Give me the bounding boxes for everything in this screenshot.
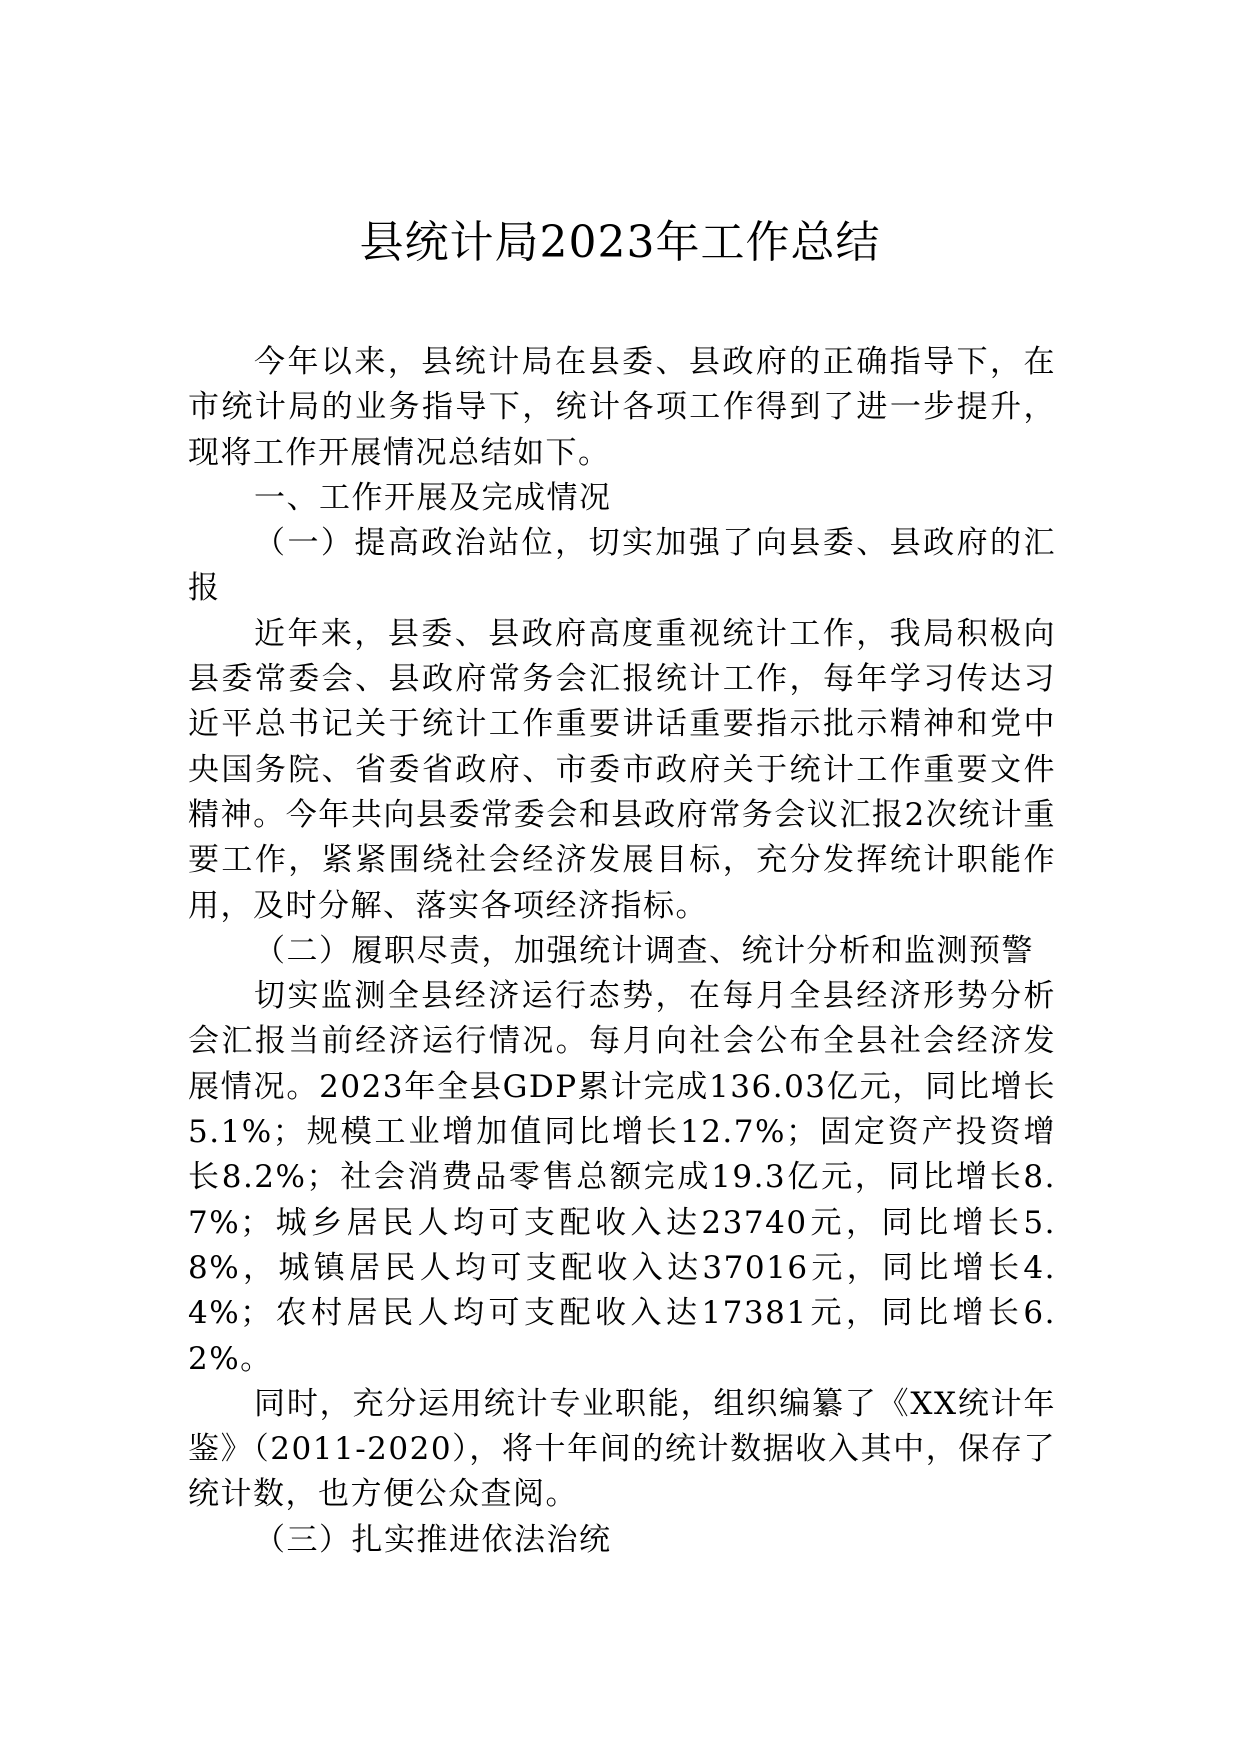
document-title: 县统计局2023年工作总结 bbox=[359, 217, 881, 268]
document-body bbox=[188, 340, 1056, 1563]
subsection-heading-3: （三）扎实推进依法治统 bbox=[254, 1521, 612, 1558]
body-paragraph-2: 切实监测全县经济运行态势，在每月全县经济形势分析会汇报当前经济运行情况。每月向社会公布全县社会经济发展情况。2023年全县GDP累计完成136.03亿元，同比增长5.1%；规模工业增加值同比增长12.7%；固定资产投资增长8.2%；社会消费品零售总额完成19.3亿元，同比增长8.7%；城乡居民人均可支配收入达23740元，同比增长5.8%，城镇居民人均可支配收入达37016元，同比增长4.4%；农村居民人均可支配收入达17381元，同比增长6.2%。 bbox=[188, 978, 1056, 1377]
body-paragraph-1: 近年来，县委、县政府高度重视统计工作，我局积极向县委常委会、县政府常务会汇报统计工作，每年学习传达习近平总书记关于统计工作重要讲话重要指示批示精神和党中央国务院、省委省政府、市委市政府关于统计工作重要文件精神。今年共向县委常委会和县政府常务会议汇报2次统计重要工作，紧紧围绕社会经济发展目标，充分发挥统计职能作用，及时分解、落实各项经济指标。 bbox=[188, 615, 1056, 924]
subsection-heading-1: （一）提高政治站位，切实加强了向县委、县政府的汇报 bbox=[188, 525, 1056, 607]
section-heading-1: 一、工作开展及完成情况 bbox=[254, 479, 612, 516]
subsection-heading-2: （二）履职尽责，加强统计调查、统计分析和监测预警 bbox=[254, 932, 1034, 969]
body-paragraph-3: 同时，充分运用统计专业职能，组织编纂了《XX统计年鉴》（2011-2020），将十年间的统计数据收入其中，保存了统计数，也方便公众查阅。 bbox=[188, 1385, 1056, 1513]
intro-paragraph: 今年以来，县统计局在县委、县政府的正确指导下，在市统计局的业务指导下，统计各项工作得到了进一步提升，现将工作开展情况总结如下。 bbox=[188, 344, 1056, 471]
